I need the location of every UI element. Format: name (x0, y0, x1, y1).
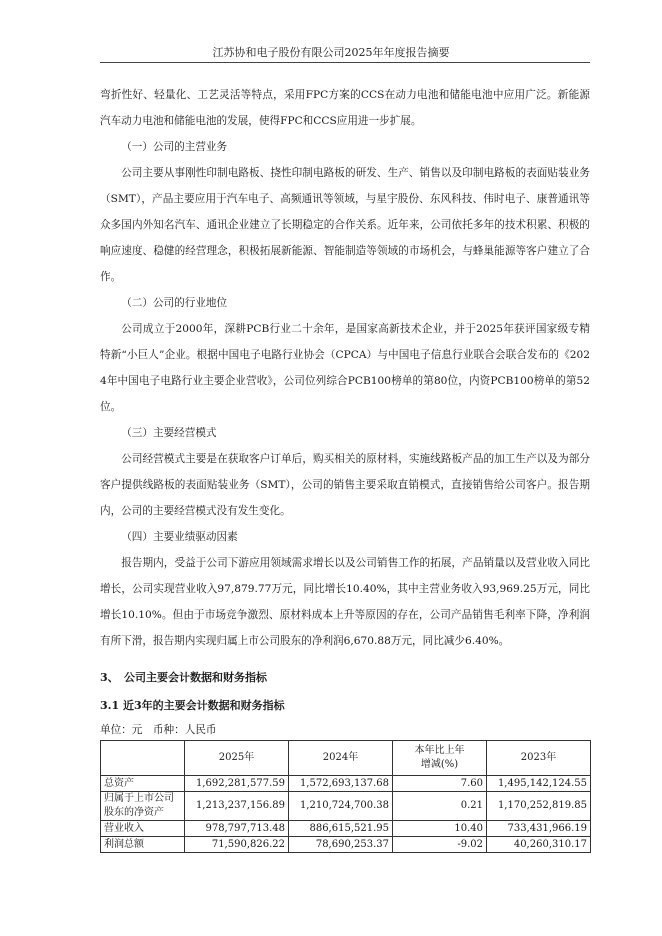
header-divider (100, 62, 590, 63)
table-cell: 78,690,253.37 (289, 837, 393, 853)
section-text-business-model: 公司经营模式主要是在获取客户订单后，购买相关的原材料，实施线路板产品的加工生产以及为部分客户提供线路板的表面贴装业务（SMT），公司的销售主要采取直销模式，直接销售给公司客户。报告期内，公司的主要经营模式没有发生变化。 (100, 453, 590, 517)
section3-title (100, 664, 590, 692)
table-cell: -9.02 (393, 837, 487, 853)
table-row (101, 837, 591, 853)
intro-paragraph: 弯折性好、轻量化、工艺灵活等特点，采用FPC方案的CCS在动力电池和储能电池中应用广泛。新能源汽车动力电池和储能电池的发展，使得FPC和CCS应用进一步扩展。 (100, 89, 590, 127)
table-row-label: 归属于上市公司股东的净资产 (101, 792, 185, 821)
section-spacer (100, 654, 590, 664)
section-heading-main-business: （一）公司的主营业务 (121, 141, 228, 153)
table-cell: 0.21 (393, 792, 487, 821)
section-heading-business-model: （三）主要经营模式 (121, 427, 217, 439)
table-header-cell: 2024年 (289, 741, 393, 776)
table-cell: 10.40 (393, 821, 487, 837)
table-cell: 733,431,966.19 (487, 821, 591, 837)
table-header-cell (101, 741, 185, 776)
section31-title: 3.1 近3年的主要会计数据和财务指标 (100, 699, 285, 712)
table-cell: 1,495,142,124.55 (487, 776, 591, 792)
section-heading-performance-drivers: （四）主要业绩驱动因素 (121, 531, 238, 543)
table-cell: 1,213,237,156.89 (185, 792, 289, 821)
table-row (101, 776, 591, 792)
page-header: 江苏协和电子股份有限公司2025年年度报告摘要 (212, 46, 450, 59)
section-text-industry-position: 公司成立于2000年，深耕PCB行业二十余年，是国家高新技术企业，并于2025年获评国家级专精特新“小巨人”企业。根据中国电子电路行业协会（CPCA）与中国电子信息行业联合会联合发布的《2024年中国电子电路行业主要企业营收》，公司位列综合PCB100榜单的第80位，内资PCB100榜单的第52位。 (100, 323, 590, 413)
section3-title-text: 公司主要会计数据和财务指标 (124, 671, 267, 684)
section-text-main-business: 公司主要从事刚性印制电路板、挠性印制电路板的研发、生产、销售以及印制电路板的表面贴装业务（SMT），产品主要应用于汽车电子、高频通讯等领域，与星宇股份、东风科技、伟时电子、康普通讯等众多国内外知名汽车、通讯企业建立了长期稳定的合作关系。近年来，公司依托多年的技术积累、积极的响应速度、稳健的经营理念，积极拓展新能源、智能制造等领域的市场机会，与蜂巢能源等客户建立了合作。 (100, 167, 590, 283)
section-heading-industry-position: （二）公司的行业地位 (121, 297, 228, 309)
unit-currency-note: 单位：元 币种：人民币 (100, 724, 217, 736)
table-cell: 1,210,724,700.38 (289, 792, 393, 821)
table-cell: 1,572,693,137.68 (289, 776, 393, 792)
table-cell: 886,615,521.95 (289, 821, 393, 837)
table-row-label: 营业收入 (101, 821, 185, 837)
table-header-cell: 本年比上年 增减(%) (393, 741, 487, 776)
table-row-label: 总资产 (101, 776, 185, 792)
table-cell: 7.60 (393, 776, 487, 792)
table-row-label: 利润总额 (101, 837, 185, 853)
table-row (101, 792, 591, 821)
table-cell: 71,590,826.22 (185, 837, 289, 853)
section3-number: 3、 (100, 671, 119, 684)
table-header-cell: 2023年 (487, 741, 591, 776)
section-text-performance-drivers: 报告期内，受益于公司下游应用领域需求增长以及公司销售工作的拓展，产品销量以及营业收入同比增长，公司实现营业收入97,879.77万元，同比增长10.40%，其中主营业务收入93,969.25万元，同比增长10.10%。但由于市场竞争激烈、原材料成本上升等原因的存在，公司产品销售毛利率下降，净利润有所下滑，报告期内实现归属上市公司股东的净利润6,670.88万元，同比减少6.40%。 (100, 557, 590, 647)
table-header-row (101, 741, 591, 776)
table-cell: 978,797,713.48 (185, 821, 289, 837)
financial-indicators-table (100, 740, 591, 853)
table-header-cell: 2025年 (185, 741, 289, 776)
table-cell: 1,692,281,577.59 (185, 776, 289, 792)
table-cell: 1,170,252,819.85 (487, 792, 591, 821)
table-row (101, 821, 591, 837)
report-body (100, 82, 590, 853)
table-cell: 40,260,310.17 (487, 837, 591, 853)
